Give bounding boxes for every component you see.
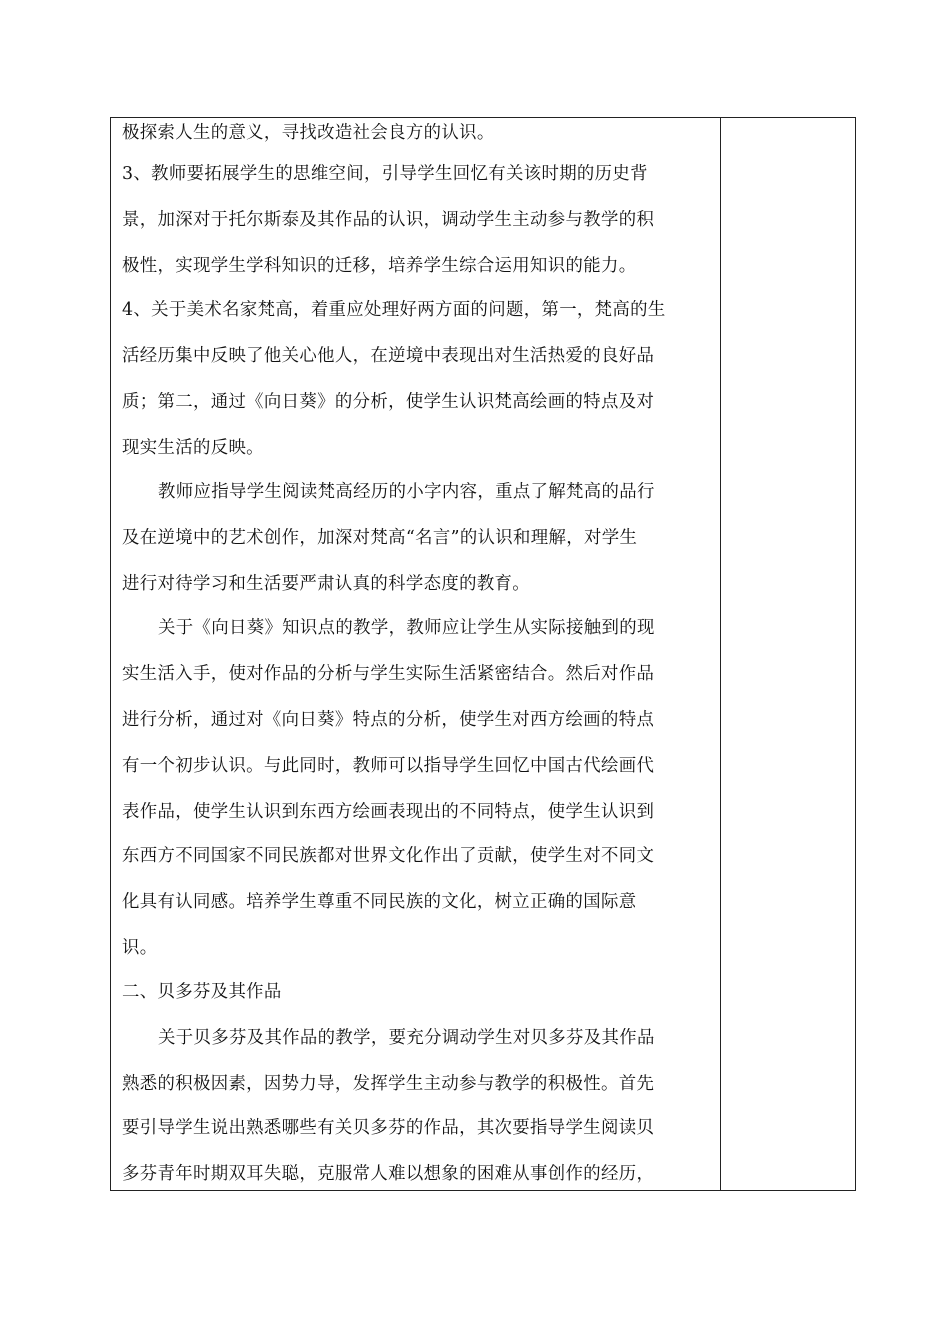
- text-line: 3、教师要拓展学生的思维空间，引导学生回忆有关该时期的历史背: [122, 164, 648, 184]
- section-heading: 二、贝多芬及其作品: [122, 982, 282, 1002]
- text-line: 关于贝多芬及其作品的教学，要充分调动学生对贝多芬及其作品: [158, 1028, 655, 1048]
- text-line: 有一个初步认识。与此同时，教师可以指导学生回忆中国古代绘画代: [122, 756, 655, 776]
- text-line: 极性，实现学生学科知识的迁移，培养学生综合运用知识的能力。: [122, 256, 637, 276]
- text-line: 活经历集中反映了他关心他人，在逆境中表现出对生活热爱的良好品: [122, 346, 655, 366]
- notes-cell: [722, 118, 855, 1190]
- text-line: 教师应指导学生阅读梵高经历的小字内容，重点了解梵高的品行: [158, 482, 655, 502]
- text-line: 多芬青年时期双耳失聪，克服常人难以想象的困难从事创作的经历，: [122, 1164, 655, 1184]
- text-line: 东西方不同国家不同民族都对世界文化作出了贡献，使学生对不同文: [122, 846, 655, 866]
- text-line: 要引导学生说出熟悉哪些有关贝多芬的作品，其次要指导学生阅读贝: [122, 1118, 655, 1138]
- text-line: 现实生活的反映。: [122, 438, 264, 458]
- text-line: 极探索人生的意义，寻找改造社会良方的认识。: [122, 123, 495, 143]
- text-line: 及在逆境中的艺术创作，加深对梵高“名言”的认识和理解，对学生: [122, 528, 638, 548]
- text-line: 质；第二，通过《向日葵》的分析，使学生认识梵高绘画的特点及对: [122, 392, 655, 412]
- text-line: 化具有认同感。培养学生尊重不同民族的文化，树立正确的国际意: [122, 892, 637, 912]
- text-line: 进行分析，通过对《向日葵》特点的分析，使学生对西方绘画的特点: [122, 710, 655, 730]
- text-line: 表作品，使学生认识到东西方绘画表现出的不同特点，使学生认识到: [122, 802, 655, 822]
- text-line: 识。: [122, 938, 158, 958]
- text-line: 实生活入手，使对作品的分析与学生实际生活紧密结合。然后对作品: [122, 664, 655, 684]
- column-divider: [720, 118, 721, 1190]
- document-table: [110, 117, 856, 1191]
- text-line: 4、关于美术名家梵高，着重应处理好两方面的问题，第一，梵高的生: [122, 300, 666, 320]
- text-line: 景，加深对于托尔斯泰及其作品的认识，调动学生主动参与教学的积: [122, 210, 655, 230]
- text-line: 关于《向日葵》知识点的教学，教师应让学生从实际接触到的现: [158, 618, 655, 638]
- text-line: 熟悉的积极因素，因势力导，发挥学生主动参与教学的积极性。首先: [122, 1074, 655, 1094]
- text-line: 进行对待学习和生活要严肃认真的科学态度的教育。: [122, 574, 531, 594]
